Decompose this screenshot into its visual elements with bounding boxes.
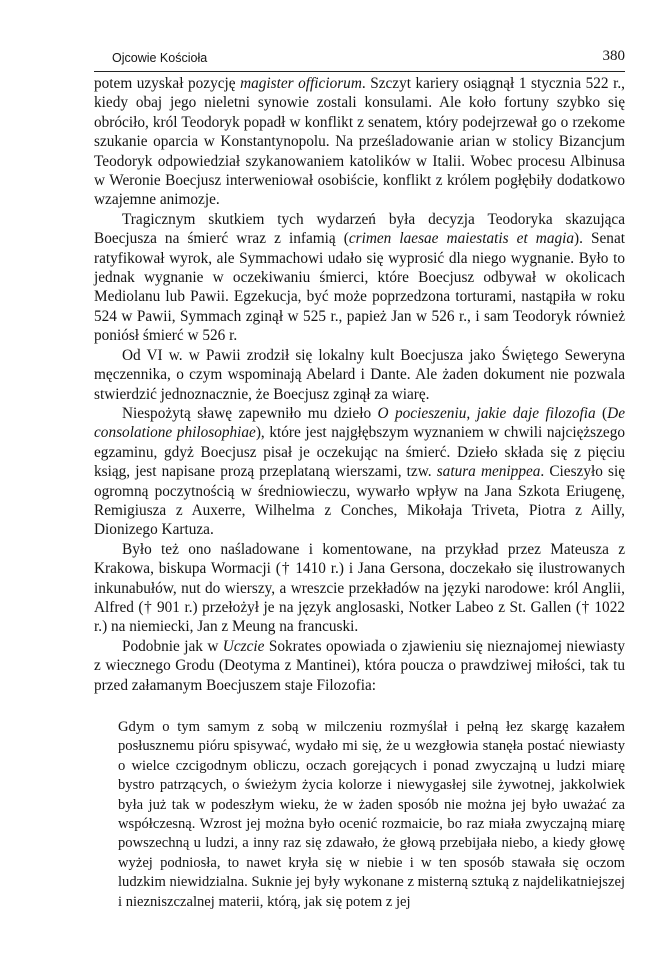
paragraph-1: potem uzyskał pozycję magister officiorum. Szczyt kariery osiągnął 1 stycznia 522 r., kiedy obaj jego nieletni synowie zostali konsulami. Ale koło fortuny szybko się obróciło, król Teodoryk popadł w konflikt z senatem, który podejrzewał go o rzekome szukanie oparcia w Konstantynopolu. Na prześladowanie arian w stolicy Bizancjum Teodoryk odpowiedział szykanowaniem katolików w Italii. Wobec procesu Albinusa w Weronie Boecjusz interweniował osobiście, konflikt z królem pogłębiły dodatkowo wzajemne animozje. <box>94 75 625 209</box>
running-title: Ojcowie Kościoła <box>112 51 208 65</box>
paragraph-3: Od VI w. w Pawii zrodził się lokalny kult Boecjusza jako Świętego Seweryna męczennika, o czym wspominają Abelard i Dante. Ale żaden dokument nie pozwala stwierdzić jednoznacznie, że Boecjusz zginął za wiarę. <box>94 346 625 403</box>
paragraph-2: Tragicznym skutkiem tych wydarzeń była decyzja Teodoryka skazująca Boecjusza na śmierć wraz z infamią (crimen laesae maiestatis et magia). Senat ratyfikował wyrok, ale Symmachowi udało się wyprosić dla niego wygnanie. Było to jednak wygnanie w oczekiwaniu śmierci, które Boecjusz odbywał w okolicach Mediolanu lub Pawii. Egzekucja, być może poprzedzona torturami, nastąpiła w roku 524 w Pawii, Symmach zginął w 525 r., papież Jan w 526 r., i sam Teodoryk również poniósł śmierć w 526 r. <box>94 210 625 345</box>
running-header <box>94 47 625 71</box>
main-text <box>94 74 625 695</box>
page-number: 380 <box>602 48 625 64</box>
block-quote <box>118 718 625 912</box>
paragraph-6: Podobnie jak w Uczcie Sokrates opowiada o zjawieniu się nieznajomej niewiasty z wiecznego Grodu (Deotyma z Mantinei), która poucza o prawdziwej miłości, tak tu przed załamanym Boecjuszem staje Filozofia: <box>94 637 625 694</box>
paragraph-5: Było też ono naśladowane i komentowane, na przykład przez Mateusza z Krakowa, biskupa Wormacji († 1410 r.) i Jana Gersona, doczekało się ilustrowanych inkunabułów, nut do wierszy, a wreszcie przekładów na języki narodowe: król Anglii, Alfred († 901 r.) przełożył je na język anglosaski, Notker Labeo z St. Gallen († 1022 r.) na niemiecki, Jan z Meung na francuski. <box>94 540 625 636</box>
quote-text: Gdym o tym samym z sobą w milczeniu rozmyślał i pełną łez skargę kazałem posłusznemu pióru spisywać, wydało mi się, że u wezgłowia stanęła postać niewiasty o wielce czcigodnym obliczu, oczach gorejących i ponad zwyczajną u ludzi miarę bystro patrzących, o świeżym życia kolorze i niewygasłej sile żywotnej, jakkolwiek była już tak w podeszłym wieku, że w żaden sposób nie można jej było uważać za współczesną. Wzrost jej można było ocenić rozmaicie, bo raz miała zwyczajną miarę powszechną u ludzi, a inny raz się zdawało, że głową przebijała niebo, a kiedy głowę wyżej podniosła, to nawet kryła się w niebie i w ten sposób stawała się oczom ludzkim niewidzialna. Suknie jej były wykonane z misterną sztuką z najdelikatniejszej i niezniszczalnej materii, którą, jak się potem z jej <box>118 719 625 910</box>
paragraph-4: Niespożytą sławę zapewniło mu dzieło O pocieszeniu, jakie daje filozofia (De consolatione philosophiae), które jest najgłębszym wyznaniem w chwili najcięższego egzaminu, gdyż Boecjusz pisał je oczekując na śmierć. Dzieło składa się z pięciu ksiąg, jest napisane prozą przeplataną wierszami, tzw. satura menippea. Cieszyło się ogromną poczytnością w średniowieczu, wywarło wpływ na Jana Szkota Eriugenę, Remigiusza z Auxerre, Wilhelma z Conches, Mikołaja Triveta, Piotra z Ailly, Dionizego Kartuza. <box>94 404 625 539</box>
header-rule <box>94 71 625 72</box>
